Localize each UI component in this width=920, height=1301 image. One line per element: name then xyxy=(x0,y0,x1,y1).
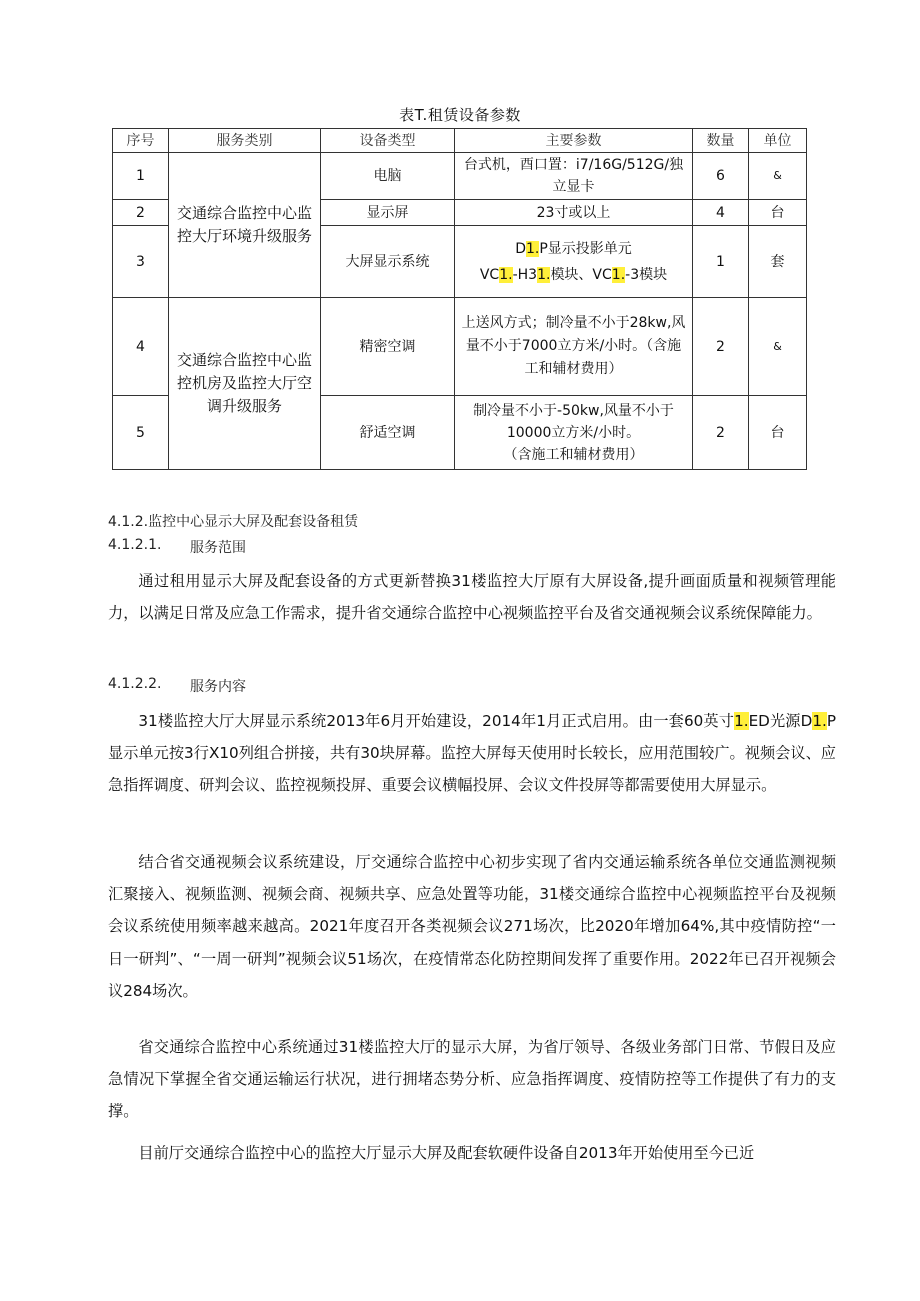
cell-params: D1.P显示投影单元 VC1.-H31.模块、VC1.-3模块 xyxy=(455,226,693,298)
cell-type: 大屏显示系统 xyxy=(321,226,455,298)
cell-service-group-2: 交通综合监控中心监控机房及监控大厅空调升级服务 xyxy=(169,298,321,470)
cell-params: 23寸或以上 xyxy=(455,200,693,226)
cell-service-group-1: 交通综合监控中心监控大厅环境升级服务 xyxy=(169,153,321,298)
section-number-4-1-2-2: 4.1.2.2. xyxy=(108,676,162,692)
paragraph-screen-history: 31楼监控大厅大屏显示系统2013年6月开始建设，2014年1月正式启用。由一套60英寸1.ED光源D1.P显示单元按3行X10列组合拼接，共有30块屏幕。监控大屏每天使用时长较长，应用范围较广。视频会议、应急指挥调度、研判会议、监控视频投屏、重要会议横幅投屏、会议文件投屏等都需要使用大屏显示。 xyxy=(108,712,836,795)
cell-unit: 台 xyxy=(749,200,807,226)
cell-no: 2 xyxy=(113,200,169,226)
header-no: 序号 xyxy=(113,129,169,153)
paragraph-video-conference: 结合省交通视频会议系统建设，厅交通综合监控中心初步实现了省内交通运输系统各单位交通监测视频汇聚接入、视频监测、视频会商、视频共享、应急处置等功能，31楼交通综合监控中心视频监控平台及视频会议系统使用频率越来越高。2021年度召开各类视频会议271场次，比2020年增加64%,其中疫情防控“一日一研判”、“一周一研判”视频会议51场次，在疫情常态化防控期间发挥了重要作用。2022年已召开视频会议284场次。 xyxy=(108,853,836,1000)
cell-type: 精密空调 xyxy=(321,298,455,396)
section-heading-4-1-2: 4.1.2.监控中心显示大屏及配套设备租赁 xyxy=(108,514,359,530)
cell-unit: & xyxy=(749,298,807,396)
cell-params: 台式机，酉口置：i7/16G/512G/独立显卡 xyxy=(455,153,693,200)
table-row xyxy=(113,153,807,200)
paragraph-system-support: 省交通综合监控中心系统通过31楼监控大厅的显示大屏，为省厅领导、各级业务部门日常、节假日及应急情况下掌握全省交通运输运行状况，进行拥堵态势分析、应急指挥调度、疫情防控等工作提供了有力的支撑。 xyxy=(108,1038,836,1121)
section-title-4-1-2-2: 服务内容 xyxy=(190,679,246,695)
paragraph-service-scope: 通过租用显示大屏及配套设备的方式更新替换31楼监控大厅原有大屏设备,提升画面质量和视频管理能力，以满足日常及应急工作需求，提升省交通综合监控中心视频监控平台及省交通视频会议系统保障能力。 xyxy=(108,572,836,623)
highlight-mark: 1. xyxy=(499,266,513,283)
header-main-params: 主要参数 xyxy=(455,129,693,153)
cell-qty: 2 xyxy=(693,298,749,396)
cell-qty: 1 xyxy=(693,226,749,298)
cell-params: 制冷量不小于-50kw,风量不小于10000立方米/小时。 （含施工和辅材费用） xyxy=(455,396,693,470)
section-title-4-1-2-1: 服务范围 xyxy=(190,540,246,556)
cell-no: 3 xyxy=(113,226,169,298)
table-row xyxy=(113,298,807,396)
cell-qty: 4 xyxy=(693,200,749,226)
paragraph-current-status: 目前厅交通综合监控中心的监控大厅显示大屏及配套软硬件设备自2013年开始使用至今已近 xyxy=(138,1144,755,1162)
equipment-table xyxy=(112,128,807,470)
highlight-mark: 1. xyxy=(734,712,749,730)
cell-unit: 台 xyxy=(749,396,807,470)
table-header-row xyxy=(113,129,807,153)
cell-no: 1 xyxy=(113,153,169,200)
cell-qty: 6 xyxy=(693,153,749,200)
highlight-mark: 1. xyxy=(525,240,540,257)
cell-qty: 2 xyxy=(693,396,749,470)
cell-type: 显示屏 xyxy=(321,200,455,226)
cell-unit: 套 xyxy=(749,226,807,298)
header-equipment-type: 设备类型 xyxy=(321,129,455,153)
table-title: 表T.租赁设备参数 xyxy=(399,106,521,124)
header-quantity: 数量 xyxy=(693,129,749,153)
section-number-4-1-2-1: 4.1.2.1. xyxy=(108,537,162,553)
cell-type: 电脑 xyxy=(321,153,455,200)
cell-type: 舒适空调 xyxy=(321,396,455,470)
cell-no: 4 xyxy=(113,298,169,396)
cell-no: 5 xyxy=(113,396,169,470)
header-service-category: 服务类别 xyxy=(169,129,321,153)
highlight-mark: 1. xyxy=(812,712,827,730)
cell-params: 上送风方式；制冷量不小于28kw,风量不小于7000立方米/小时。（含施工和辅材费用） xyxy=(455,298,693,396)
highlight-mark: 1. xyxy=(537,266,551,283)
highlight-mark: 1. xyxy=(611,266,626,283)
cell-unit: & xyxy=(749,153,807,200)
header-unit: 单位 xyxy=(749,129,807,153)
